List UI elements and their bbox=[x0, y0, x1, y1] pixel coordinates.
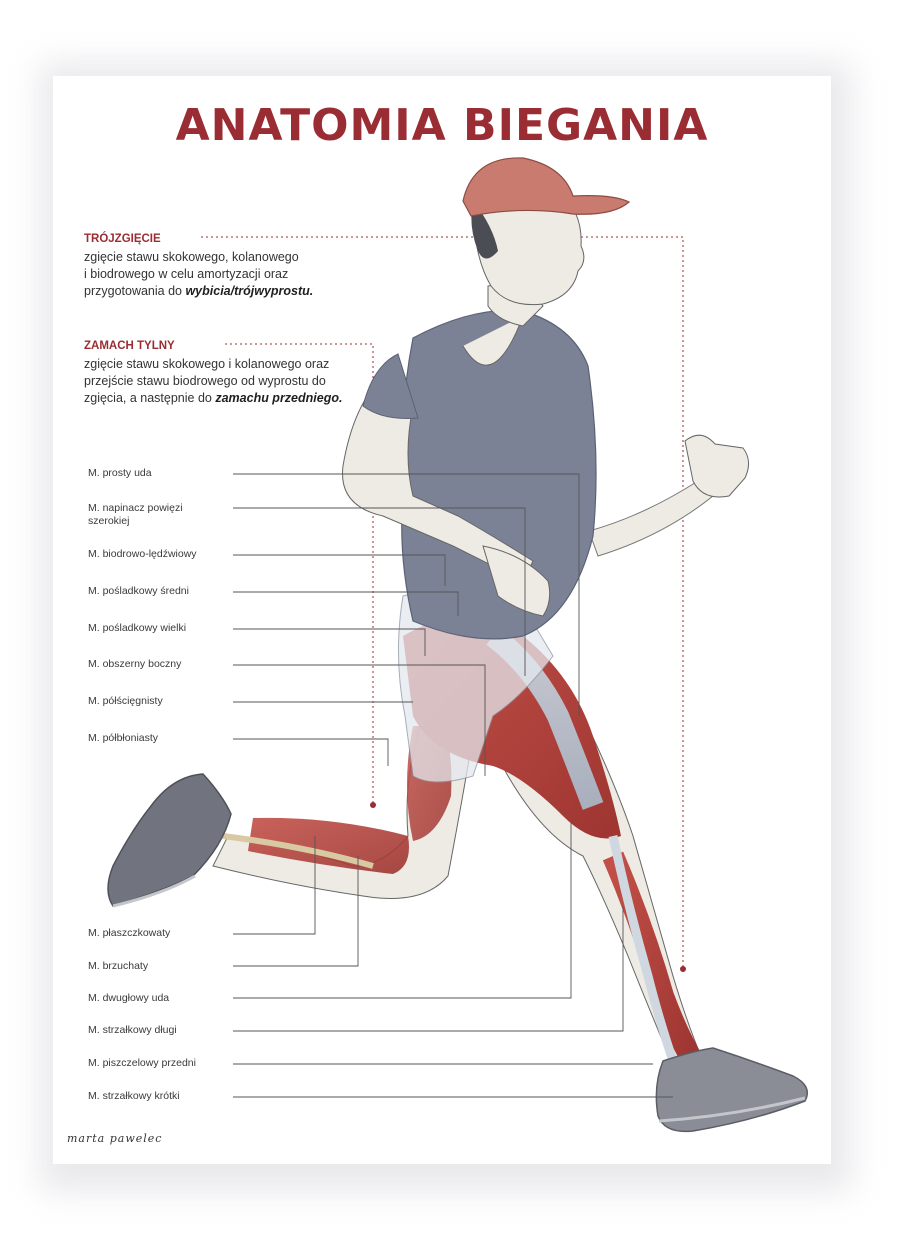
note-body bbox=[84, 250, 313, 298]
muscle-label: M. półbłoniasty bbox=[88, 732, 159, 744]
note-zamach-tylny bbox=[84, 338, 384, 407]
muscle-label: M. pośladkowy wielki bbox=[88, 622, 187, 634]
artist-signature: marta pawelec bbox=[67, 1132, 163, 1145]
muscle-label: M. strzałkowy krótki bbox=[88, 1090, 180, 1102]
muscle-label: M. piszczelowy przedni bbox=[88, 1057, 196, 1069]
note-line: przygotowania do bbox=[84, 284, 186, 298]
note-heading: TRÓJZGIĘCIE bbox=[84, 233, 161, 245]
muscle-label: M. strzałkowy długi bbox=[88, 1024, 177, 1036]
note-body bbox=[84, 357, 342, 405]
note-heading: ZAMACH TYLNY bbox=[84, 340, 175, 352]
muscle-label: M. brzuchaty bbox=[88, 960, 149, 972]
note-line: i biodrowego w celu amortyzacji oraz bbox=[84, 267, 289, 281]
muscle-label: M. półścięgnisty bbox=[88, 695, 163, 707]
note-emphasis: zamachu przedniego. bbox=[215, 391, 343, 405]
muscle-label: M. napinacz powięzi szerokiej bbox=[88, 502, 183, 527]
muscle-label: M. dwugłowy uda bbox=[88, 992, 170, 1004]
note-emphasis: wybicia/trójwyprostu. bbox=[185, 284, 314, 298]
muscle-label: M. pośladkowy średni bbox=[88, 585, 189, 597]
note-trojzgiecie bbox=[84, 231, 384, 300]
muscle-label: M. obszerny boczny bbox=[88, 658, 182, 670]
poster-title: ANATOMIA BIEGANIA bbox=[175, 100, 709, 151]
note-line: zgięcia, a następnie do bbox=[84, 391, 216, 405]
note-line: zgięcie stawu skokowego, kolanowego bbox=[84, 250, 299, 264]
muscle-label: M. biodrowo-lędźwiowy bbox=[88, 548, 197, 560]
muscle-label: M. płaszczkowaty bbox=[88, 927, 171, 939]
note-line: zgięcie stawu skokowego i kolanowego oraz bbox=[84, 357, 330, 371]
note-line: przejście stawu biodrowego od wyprostu do bbox=[84, 374, 326, 388]
muscle-label: M. prosty uda bbox=[88, 467, 152, 479]
poster bbox=[53, 76, 831, 1164]
